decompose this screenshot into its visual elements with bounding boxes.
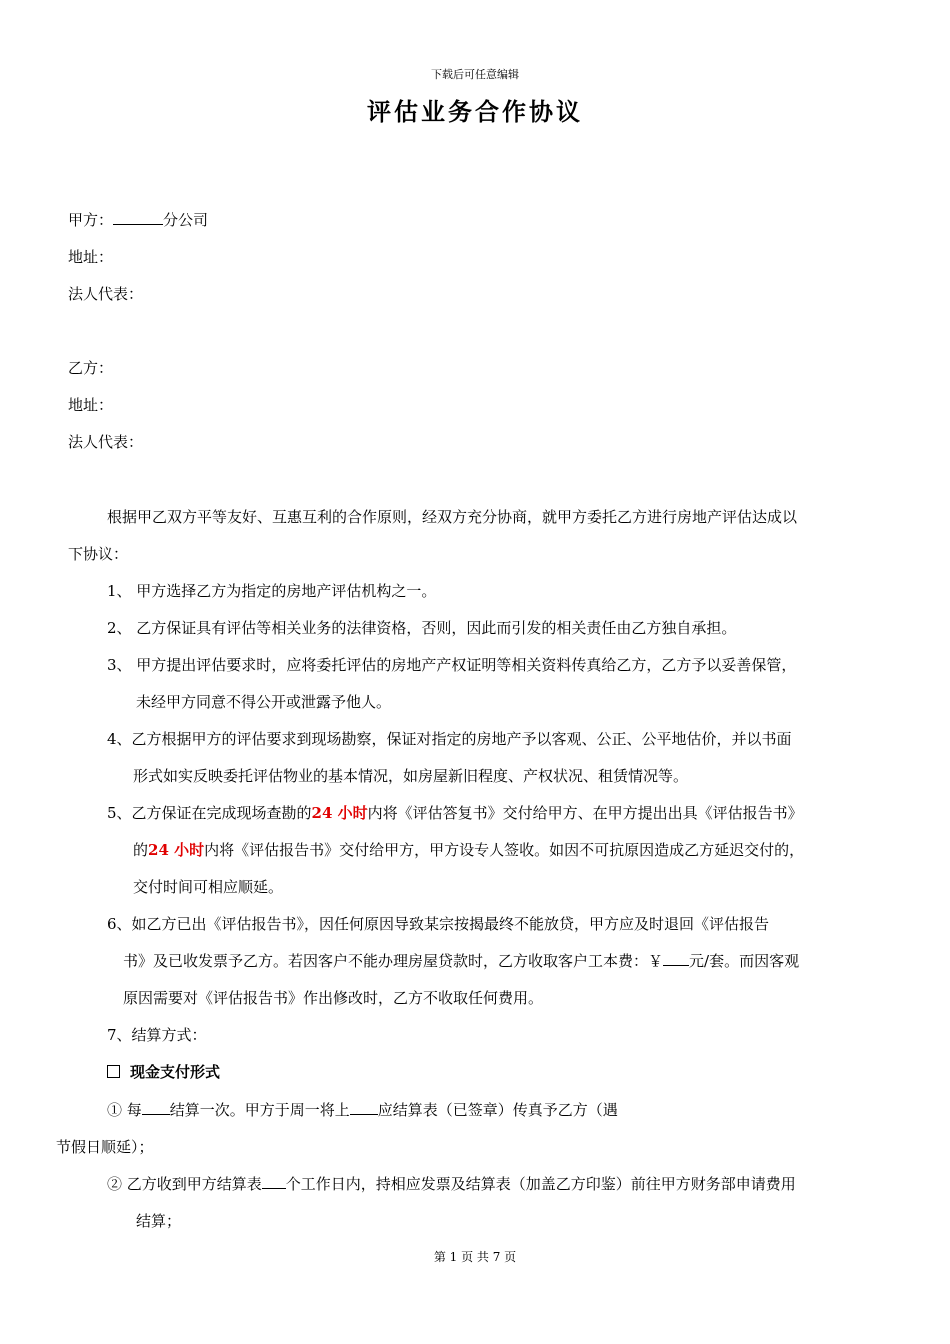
clause-5-l2-a: 的 xyxy=(133,841,149,859)
item-2-a: ② 乙方收到甲方结算表 xyxy=(107,1175,262,1193)
clause-5-line-1 xyxy=(107,803,803,823)
party-a-rep: 法人代表： xyxy=(68,285,144,303)
checkbox[interactable] xyxy=(107,1065,120,1078)
party-b-label: 乙方： xyxy=(68,359,114,377)
cash-option xyxy=(107,1062,220,1082)
days-blank xyxy=(262,1174,286,1189)
fee-blank xyxy=(663,951,689,966)
clause-4-line-2: 形式如实反映委托评估物业的基本情况，如房屋新旧程度、产权状况、租赁情况等。 xyxy=(133,767,689,785)
deadline-highlight: 24 小时 xyxy=(311,804,368,822)
clause-6-line-2 xyxy=(123,951,799,971)
party-a-line xyxy=(68,210,208,230)
intro-line-2: 下协议： xyxy=(68,545,129,563)
clause-3-line-2: 未经甲方同意不得公开或泄露予他人。 xyxy=(136,693,392,711)
period-blank xyxy=(350,1100,378,1115)
item-1-line-1 xyxy=(107,1100,618,1120)
intro-line-1: 根据甲乙双方平等友好、互惠互利的合作原则，经双方充分协商，就甲方委托乙方进行房地产评估达成以 xyxy=(107,508,798,526)
clause-7: 7、结算方式： xyxy=(107,1026,207,1044)
party-a-address: 地址： xyxy=(68,248,114,266)
clause-5-l2-b: 内将《评估报告书》交付给甲方，甲方设专人签收。如因不可抗原因造成乙方延迟交付的， xyxy=(204,841,805,859)
period-blank xyxy=(142,1100,170,1115)
party-a-label: 甲方： xyxy=(68,211,114,229)
clause-4-line-1: 4、乙方根据甲方的评估要求到现场勘察，保证对指定的房地产予以客观、公正、公平地估价，并以书面 xyxy=(107,730,792,748)
party-a-blank xyxy=(113,210,163,225)
clause-6-line-1: 6、如乙方已出《评估报告书》，因任何原因导致某宗按揭最终不能放贷，甲方应及时退回《评估报告 xyxy=(107,915,770,933)
header-note: 下载后可任意编辑 xyxy=(431,68,519,81)
item-2-line-1 xyxy=(107,1174,796,1194)
item-2-b: 个工作日内，持相应发票及结算表（加盖乙方印鉴）前往甲方财务部申请费用 xyxy=(285,1175,796,1193)
clause-5-line-3: 交付时间可相应顺延。 xyxy=(133,878,284,896)
item-1-b: 结算一次。甲方于周一将上 xyxy=(169,1101,350,1119)
clause-3-line-1: 3、 甲方提出评估要求时，应将委托评估的房地产产权证明等相关资料传真给乙方，乙方予以妥善保管， xyxy=(107,656,797,674)
clause-1: 1、 甲方选择乙方为指定的房地产评估机构之一。 xyxy=(107,582,437,600)
document-title: 评估业务合作协议 xyxy=(367,98,583,126)
party-b-address: 地址： xyxy=(68,396,114,414)
item-1-a: ① 每 xyxy=(107,1101,142,1119)
page-footer: 第 1 页 共 7 页 xyxy=(433,1250,517,1264)
deadline-highlight: 24 小时 xyxy=(148,841,205,859)
clause-6-l2-b: 元/套。而因客观 xyxy=(689,952,800,970)
cash-option-label: 现金支付形式 xyxy=(130,1063,221,1081)
clause-2: 2、 乙方保证具有评估等相关业务的法律资格，否则，因此而引发的相关责任由乙方独自承担。 xyxy=(107,619,737,637)
item-1-c: 应结算表（已签章）传真予乙方（遇 xyxy=(377,1101,618,1119)
clause-6-l2-a: 书》及已收发票予乙方。若因客户不能办理房屋贷款时，乙方收取客户工本费：￥ xyxy=(123,952,664,970)
clause-5-l1-b: 内将《评估答复书》交付给甲方、在甲方提出出具《评估报告书》 xyxy=(367,804,803,822)
item-1-line-2: 节假日顺延）； xyxy=(56,1138,154,1156)
party-b-rep: 法人代表： xyxy=(68,433,144,451)
clause-6-line-3: 原因需要对《评估报告书》作出修改时，乙方不收取任何费用。 xyxy=(123,989,544,1007)
item-2-line-2: 结算； xyxy=(136,1212,182,1230)
clause-5-l1-a: 5、乙方保证在完成现场查勘的 xyxy=(107,804,312,822)
clause-5-line-2 xyxy=(133,840,804,860)
party-a-suffix: 分公司 xyxy=(163,211,209,229)
